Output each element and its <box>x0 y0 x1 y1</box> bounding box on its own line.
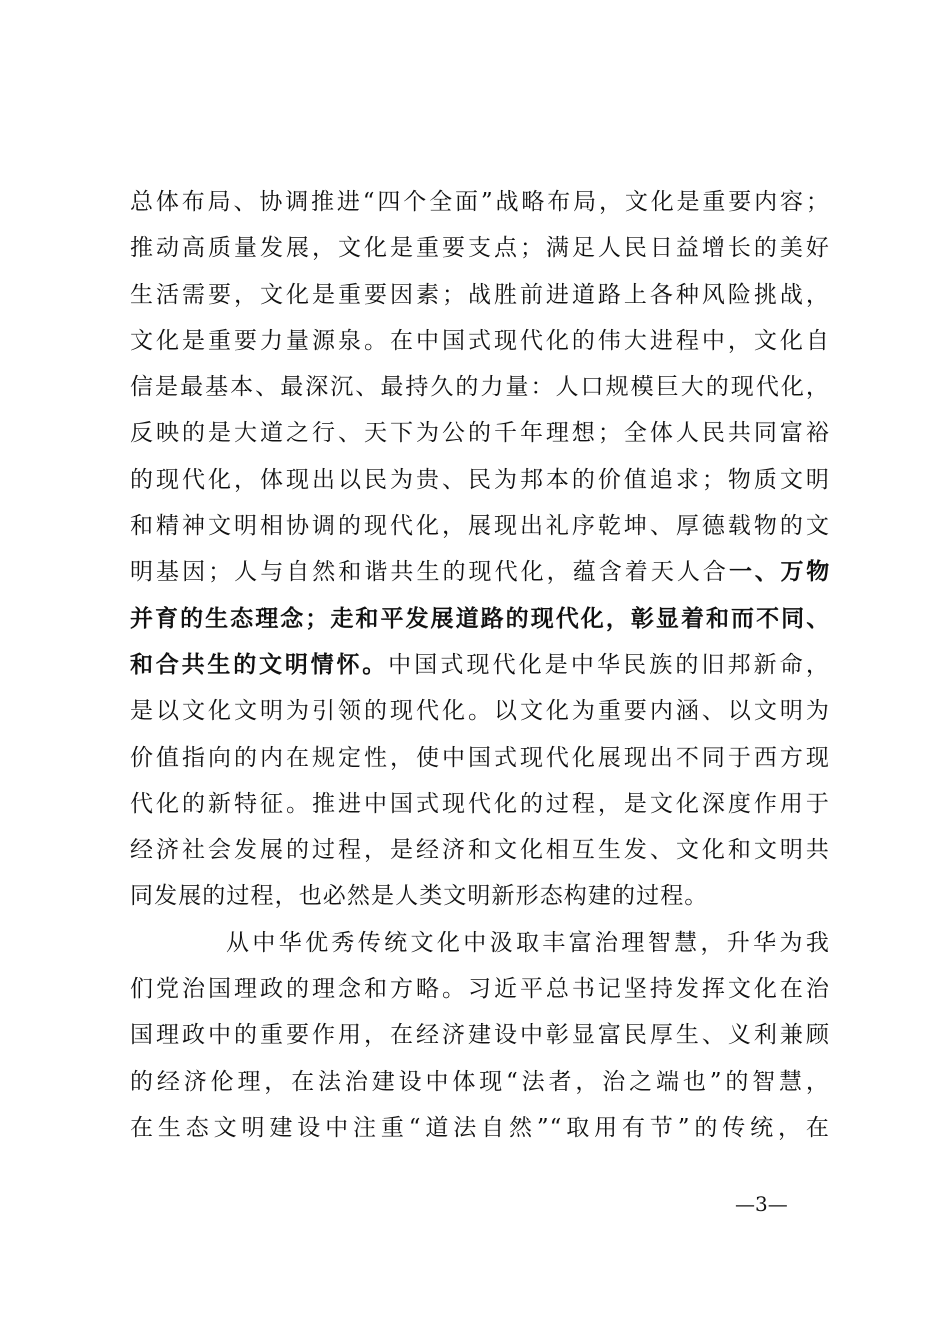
text-line <box>130 827 830 873</box>
text-line <box>130 364 830 410</box>
text-span: 在生态文明建设中注重“道法自然”“取用有节”的传统，在 <box>130 1114 830 1141</box>
text-span: 总体布局、协调推进“四个全面”战略布局，文化是重要内容； <box>130 189 830 215</box>
text-line <box>130 873 830 919</box>
text-line <box>130 781 830 827</box>
text-line <box>130 410 830 456</box>
text-line <box>130 1105 830 1151</box>
text-line <box>130 1059 830 1105</box>
text-span: 经济社会发展的过程，是经济和文化相互生发、文化和文明共 <box>130 837 830 864</box>
text-line <box>130 966 830 1012</box>
text-span: 从中华优秀传统文化中汲取丰富治理智慧，升华为我 <box>226 929 830 956</box>
text-span: 同发展的过程，也必然是人类文明新形态构建的过程。 <box>130 883 709 910</box>
text-span: 信是最基本、最深沉、最持久的力量：人口规模巨大的现代化， <box>130 374 830 401</box>
text-span: 的经济伦理，在法治建设中体现“法者，治之端也”的智慧， <box>130 1068 830 1095</box>
text-line <box>130 549 830 595</box>
text-line <box>130 688 830 734</box>
bold-text-span: 和合共生的文明情怀。 <box>130 651 389 678</box>
text-span: 是以文化文明为引领的现代化。以文化为重要内涵、以文明为 <box>130 698 830 725</box>
text-line <box>130 503 830 549</box>
text-span: 中国式现代化是中华民族的旧邦新命， <box>388 651 831 678</box>
text-line <box>130 735 830 781</box>
text-line <box>130 457 830 503</box>
page-number: —3— <box>735 1192 788 1216</box>
text-span: 反映的是大道之行、天下为公的千年理想；全体人民共同富裕 <box>130 420 830 447</box>
text-span: 生活需要，文化是重要因素；战胜前进道路上各种风险挑战， <box>130 281 830 308</box>
bold-text-line <box>130 596 830 642</box>
text-span: 文化是重要力量源泉。在中国式现代化的伟大进程中，文化自 <box>130 327 830 354</box>
text-line <box>130 1012 830 1058</box>
text-span: 的现代化，体现出以民为贵、民为邦本的价值追求；物质文明 <box>130 466 830 493</box>
bold-text-span: 一、万物 <box>728 559 830 586</box>
text-line <box>130 225 830 271</box>
text-span: 和精神文明相协调的现代化，展现出礼序乾坤、厚德载物的文 <box>130 513 830 540</box>
text-span: 们党治国理政的理念和方略。习近平总书记坚持发挥文化在治 <box>130 976 830 1003</box>
text-span: 代化的新特征。推进中国式现代化的过程，是文化深度作用于 <box>130 790 830 817</box>
text-span: 国理政中的重要作用，在经济建设中彰显富民厚生、义利兼顾 <box>130 1022 830 1049</box>
text-span: 明基因；人与自然和谐共生的现代化，蕴含着天人合 <box>130 559 729 586</box>
bold-text-span: 并育的生态理念；走和平发展道路的现代化，彰显着和而不同、 <box>130 605 830 632</box>
text-line-indented <box>130 920 830 966</box>
body-text <box>130 179 830 1151</box>
text-line <box>130 272 830 318</box>
text-line <box>130 179 830 225</box>
text-line <box>130 642 830 688</box>
text-line <box>130 318 830 364</box>
text-span: 推动高质量发展，文化是重要支点；满足人民日益增长的美好 <box>130 235 830 262</box>
text-span: 价值指向的内在规定性，使中国式现代化展现出不同于西方现 <box>130 744 830 771</box>
